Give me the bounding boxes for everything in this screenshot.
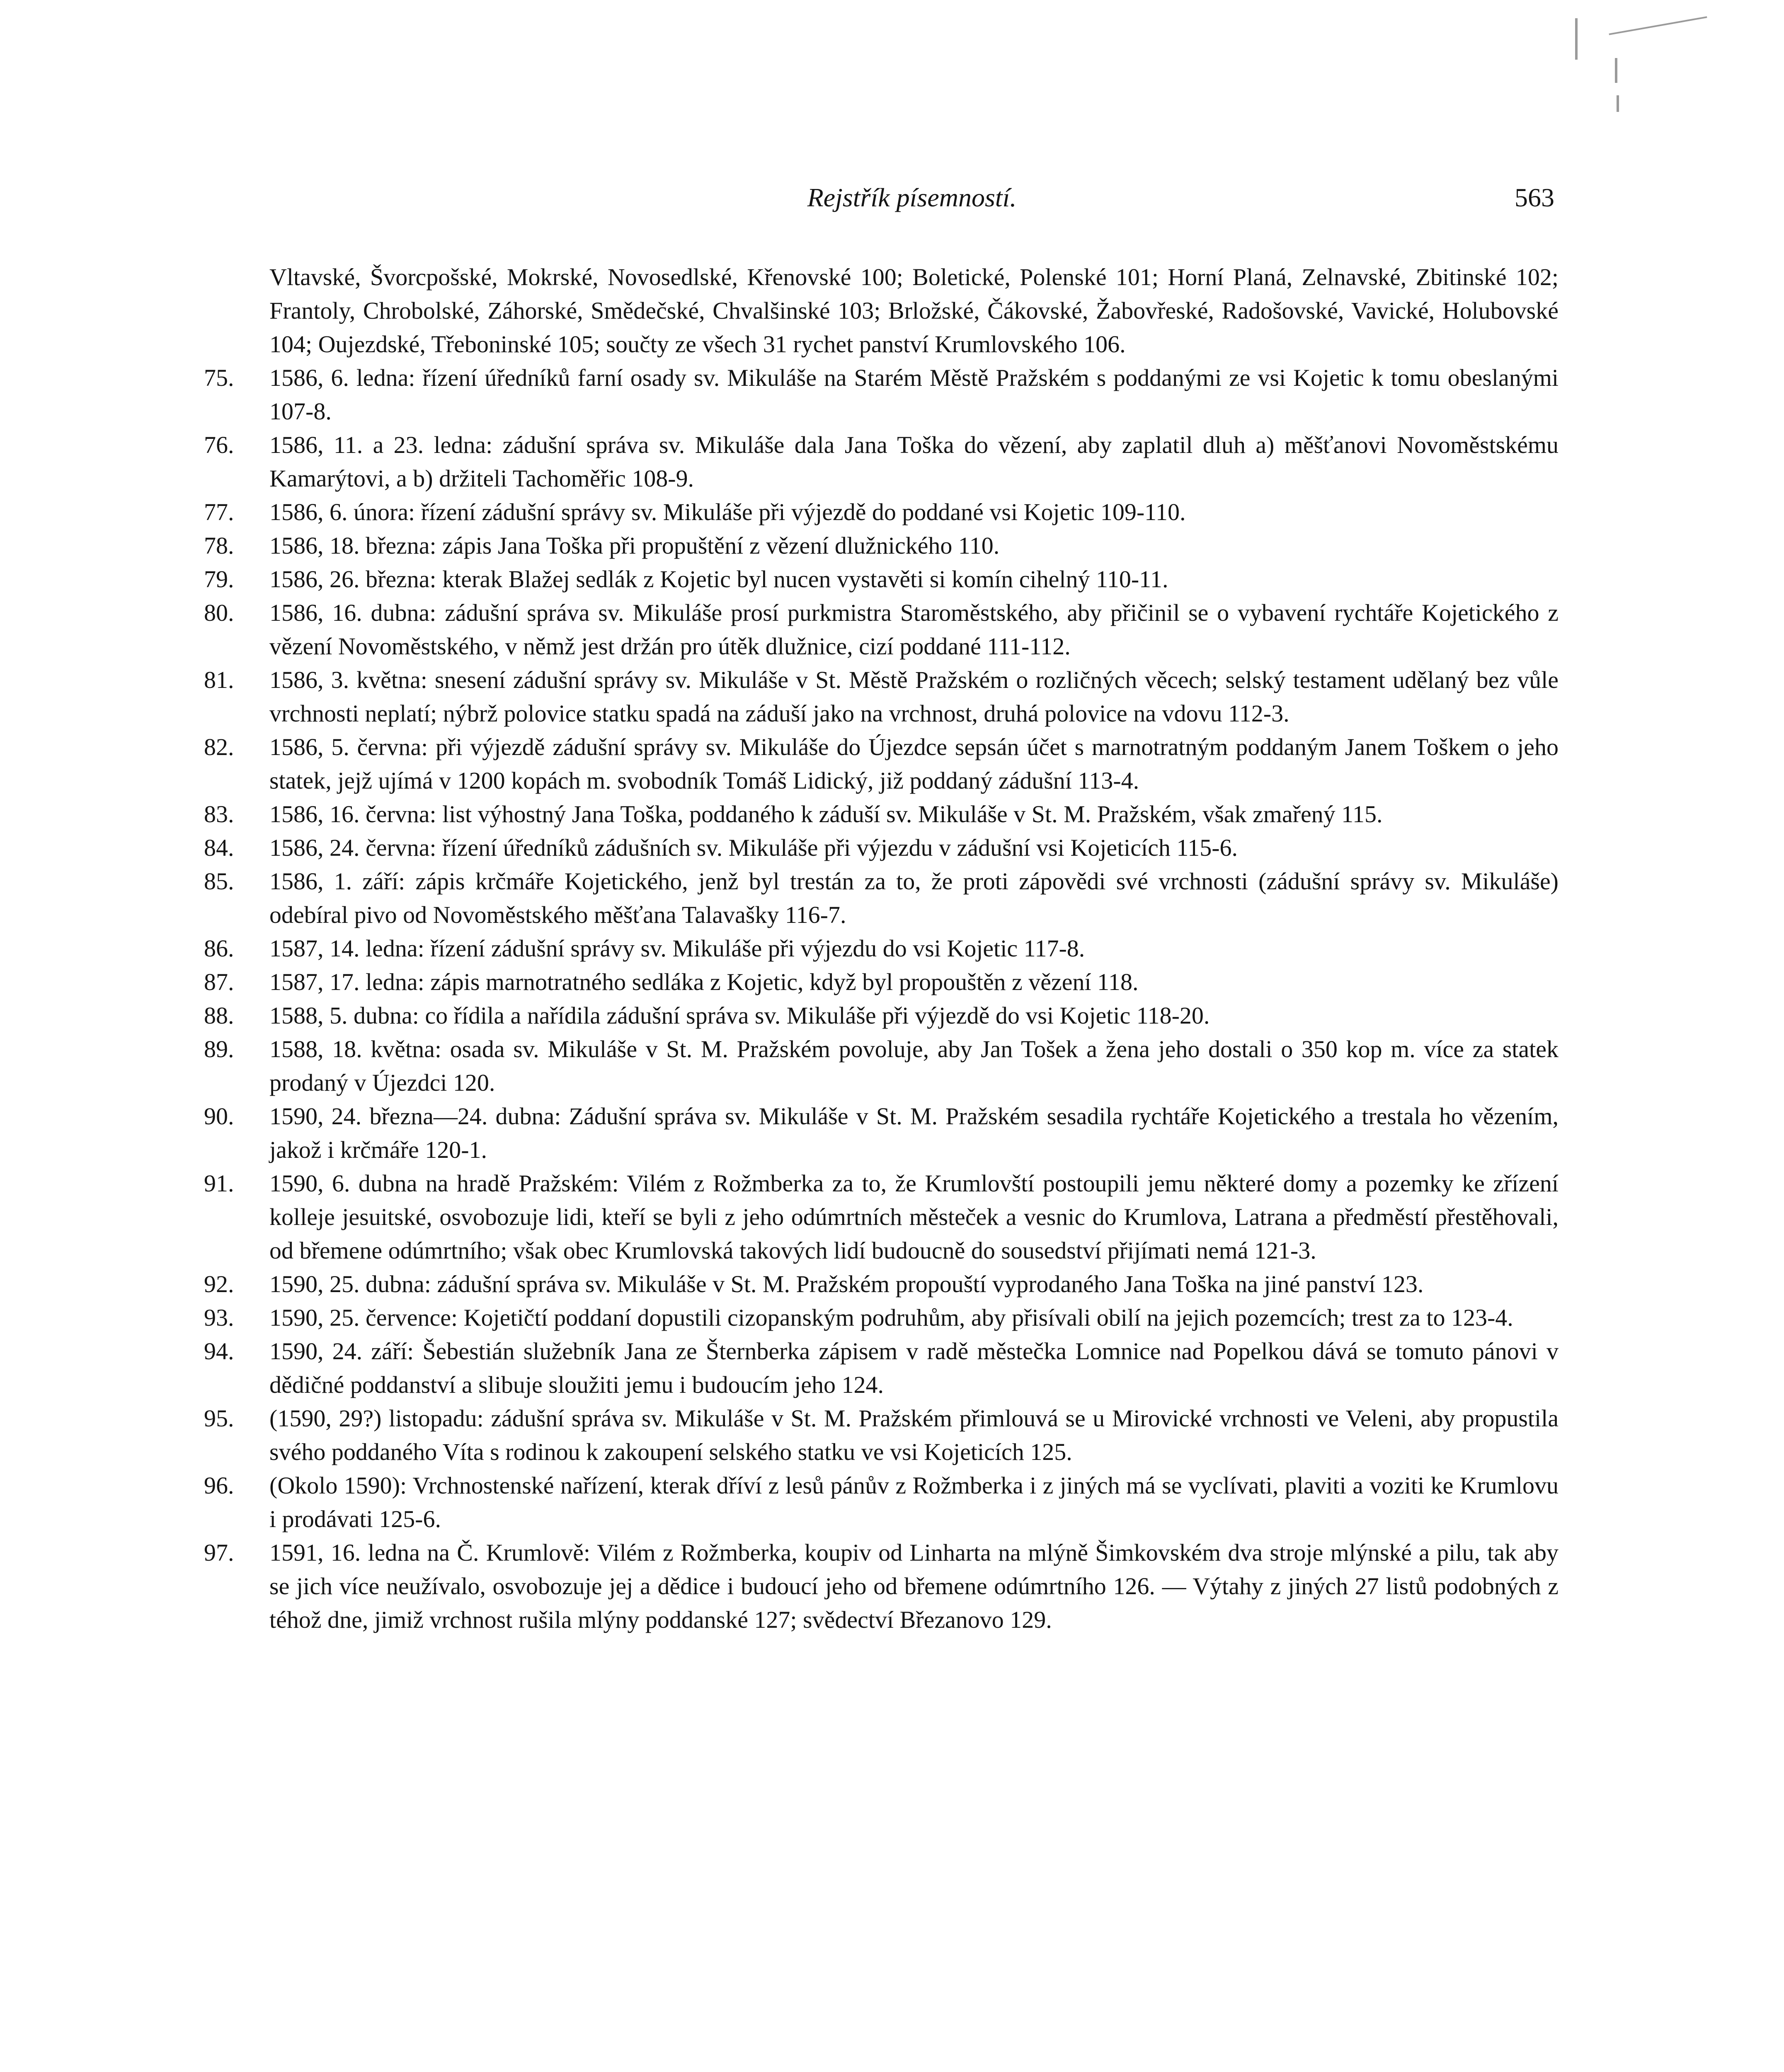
entry-text: 1586, 3. května: snesení zádušní správy sv. Mikuláše v St. Městě Pražském o rozličných věcech; selský testament udělaný bez vůle vrchnosti neplatí; nýbrž polovice statku spadá na záduší jako na vrchnost, druhá polovice na vdovu 112-3. [269, 666, 1559, 727]
register-entry [204, 999, 1559, 1032]
entry-text: 1586, 6. února: řízení zádušní správy sv. Mikuláše při výjezdě do poddané vsi Kojetic 109-110. [269, 499, 1186, 525]
entry-number: 87. [204, 968, 234, 995]
scan-edge-mark [1615, 58, 1617, 83]
register-entry [204, 1334, 1559, 1402]
entry-number: 80. [204, 599, 234, 626]
entry-number: 95. [204, 1405, 234, 1432]
entry-list [204, 361, 1559, 1636]
entry-text: 1588, 18. května: osada sv. Mikuláše v St. M. Pražském povoluje, aby Jan Tošek a žena jeho dostali o 350 kop m. více za statek prodaný v Újezdci 120. [269, 1036, 1559, 1096]
register-entry [204, 1402, 1559, 1469]
entry-number: 82. [204, 733, 234, 760]
register-entry [204, 831, 1559, 864]
register-entry [204, 1099, 1559, 1167]
page-number: 563 [1515, 183, 1554, 212]
register-entry [204, 1536, 1559, 1636]
page-header [269, 179, 1554, 216]
entry-number: 85. [204, 868, 234, 895]
entry-text: 1590, 25. července: Kojetičtí poddaní dopustili cizopanským podruhům, aby přisívali obilí na jejich pozemcích; trest za to 123-4. [269, 1304, 1513, 1331]
entry-number: 78. [204, 532, 234, 559]
entry-text: 1586, 18. března: zápis Jana Toška při propuštění z vězení dlužnického 110. [269, 532, 1000, 559]
entry-text: 1586, 5. června: při výjezdě zádušní správy sv. Mikuláše do Újezdce sepsán účet s marnotratným poddaným Janem Toškem o jeho statek, jejž ujímá v 1200 kopách m. svobodník Tomáš Lidický, již poddaný zádušní 113-4. [269, 733, 1559, 794]
scan-edge-mark [1617, 95, 1619, 112]
register-entry [204, 428, 1559, 495]
entry-text: 1587, 17. ledna: zápis marnotratného sedláka z Kojetic, když byl propouštěn z vězení 118. [269, 968, 1139, 995]
entry-number: 75. [204, 364, 234, 391]
entry-number: 91. [204, 1170, 234, 1197]
entry-text: 1586, 16. dubna: zádušní správa sv. Mikuláše prosí purkmistra Staroměstského, aby přičinil se o vybavení rychtáře Kojetického z vězení Novoměstského, v němž jest držán pro útěk dlužnice, cizí poddané 111-112. [269, 599, 1559, 660]
register-entry [204, 1301, 1559, 1334]
entry-text: 1587, 14. ledna: řízení zádušní správy sv. Mikuláše při výjezdu do vsi Kojetic 117-8. [269, 935, 1085, 962]
entry-number: 79. [204, 566, 234, 593]
entry-text: 1586, 26. března: kterak Blažej sedlák z Kojetic byl nucen vystavěti si komín cihelný 110-11. [269, 566, 1168, 593]
entry-text: 1586, 11. a 23. ledna: zádušní správa sv. Mikuláše dala Jana Toška do vězení, aby zaplatil dluh a) měšťanovi Novoměstskému Kamarýtovi, a b) držiteli Tachoměřic 108-9. [269, 431, 1559, 492]
register-entry [204, 965, 1559, 999]
continued-paragraph: Vltavské, Švorcpošské, Mokrské, Novosedlské, Křenovské 100; Boletické, Polenské 101; Horní Planá, Zelnavské, Zbitinské 102; Frantoly, Chrobolské, Záhorské, Smědečské, Chvalšinské 103; Brložské, Čákovské, Žabovřeské, Radošovské, Vavické, Holubovské 104; Oujezdské, Třeboninské 105; součty ze všech 31 rychet panství Krumlovského 106. [269, 264, 1559, 358]
entry-text: 1590, 24. března—24. dubna: Zádušní správa sv. Mikuláše v St. M. Pražském sesadila rychtáře Kojetického a trestala ho vězením, jakož i krčmáře 120-1. [269, 1103, 1559, 1163]
entry-text: 1586, 6. ledna: řízení úředníků farní osady sv. Mikuláše na Starém Městě Pražském s poddanými ze vsi Kojetic k tomu obeslanými 107-8. [269, 364, 1559, 425]
entry-number: 94. [204, 1338, 234, 1365]
register-entry [204, 1167, 1559, 1267]
entry-number: 97. [204, 1539, 234, 1566]
scan-edge-mark [1609, 16, 1707, 35]
entry-number: 83. [204, 801, 234, 828]
entry-number: 93. [204, 1304, 234, 1331]
running-title: Rejstřík písemností. [807, 183, 1017, 212]
entry-number: 84. [204, 834, 234, 861]
entry-number: 88. [204, 1002, 234, 1029]
register-entry [204, 529, 1559, 562]
entry-number: 90. [204, 1103, 234, 1130]
register-entry [204, 663, 1559, 730]
entry-text: 1586, 1. září: zápis krčmáře Kojetického, jenž byl trestán za to, že proti zápovědi své vrchnosti (zádušní správy sv. Mikuláše) odebíral pivo od Novoměstského měšťana Talavašky 116-7. [269, 868, 1559, 928]
register-entry [204, 596, 1559, 663]
entry-text: 1591, 16. ledna na Č. Krumlově: Vilém z Rožmberka, koupiv od Linharta na mlýně Šimkovském dva stroje mlýnské a pilu, tak aby se jich více neužívalo, osvobozuje jej a dědice i budoucí jeho od břemene odúmrtního 126. — Výtahy z jiných 27 listů podobných z téhož dne, jimiž vrchnost rušila mlýny poddanské 127; svědectví Březanovo 129. [269, 1539, 1559, 1633]
entry-text: 1590, 25. dubna: zádušní správa sv. Mikuláše v St. M. Pražském propouští vyprodaného Jana Toška na jiné panství 123. [269, 1271, 1424, 1297]
scan-edge-mark [1575, 18, 1578, 60]
entry-text: (1590, 29?) listopadu: zádušní správa sv. Mikuláše v St. M. Pražském přimlouvá se u Mirovické vrchnosti ve Veleni, aby propustila svého poddaného Víta s rodinou k zakoupení selského statku ve vsi Kojeticích 125. [269, 1405, 1559, 1465]
register-entry [204, 562, 1559, 596]
entry-number: 89. [204, 1036, 234, 1063]
register-entry [204, 932, 1559, 965]
register-entry [204, 495, 1559, 529]
register-entry [204, 730, 1559, 797]
entry-number: 77. [204, 499, 234, 525]
register-entry [204, 1032, 1559, 1099]
register-entry [204, 1267, 1559, 1301]
entry-number: 76. [204, 431, 234, 458]
register-entry [204, 361, 1559, 428]
entry-text: (Okolo 1590): Vrchnostenské nařízení, kterak dříví z lesů pánův z Rožmberka i z jiných má se vyclívati, plaviti a voziti ke Krumlovu i prodávati 125-6. [269, 1472, 1559, 1532]
entry-number: 96. [204, 1472, 234, 1499]
entry-text: 1590, 24. září: Šebestián služebník Jana ze Šternberka zápisem v radě městečka Lomnice nad Popelkou dává se tomuto pánovi v dědičné poddanství a slibuje sloužiti jemu i budoucím jeho 124. [269, 1338, 1559, 1398]
entry-number: 86. [204, 935, 234, 962]
register-content [204, 260, 1559, 1636]
register-entry [204, 864, 1559, 932]
entry-text: 1588, 5. dubna: co řídila a nařídila zádušní správa sv. Mikuláše při výjezdě do vsi Kojetic 118-20. [269, 1002, 1210, 1029]
entry-text: 1586, 24. června: řízení úředníků zádušních sv. Mikuláše při výjezdu v zádušní vsi Kojeticích 115-6. [269, 834, 1238, 861]
entry-text: 1586, 16. června: list výhostný Jana Toška, poddaného k záduší sv. Mikuláše v St. M. Pražském, však zmařený 115. [269, 801, 1383, 828]
register-entry [204, 797, 1559, 831]
entry-text: 1590, 6. dubna na hradě Pražském: Vilém z Rožmberka za to, že Krumlovští postoupili jemu některé domy a pozemky ke zřízení kolleje jesuitské, osvobozuje lidi, kteří se byli z jeho odúmrtních městeček a vesnic do Krumlova, Latrana a předměstí přestěhovali, od břemene odúmrtního; však obec Krumlovská takových lidí budoucně do sousedství přijímati nemá 121-3. [269, 1170, 1559, 1264]
entry-number: 92. [204, 1271, 234, 1297]
register-entry [204, 1469, 1559, 1536]
entry-number: 81. [204, 666, 234, 693]
